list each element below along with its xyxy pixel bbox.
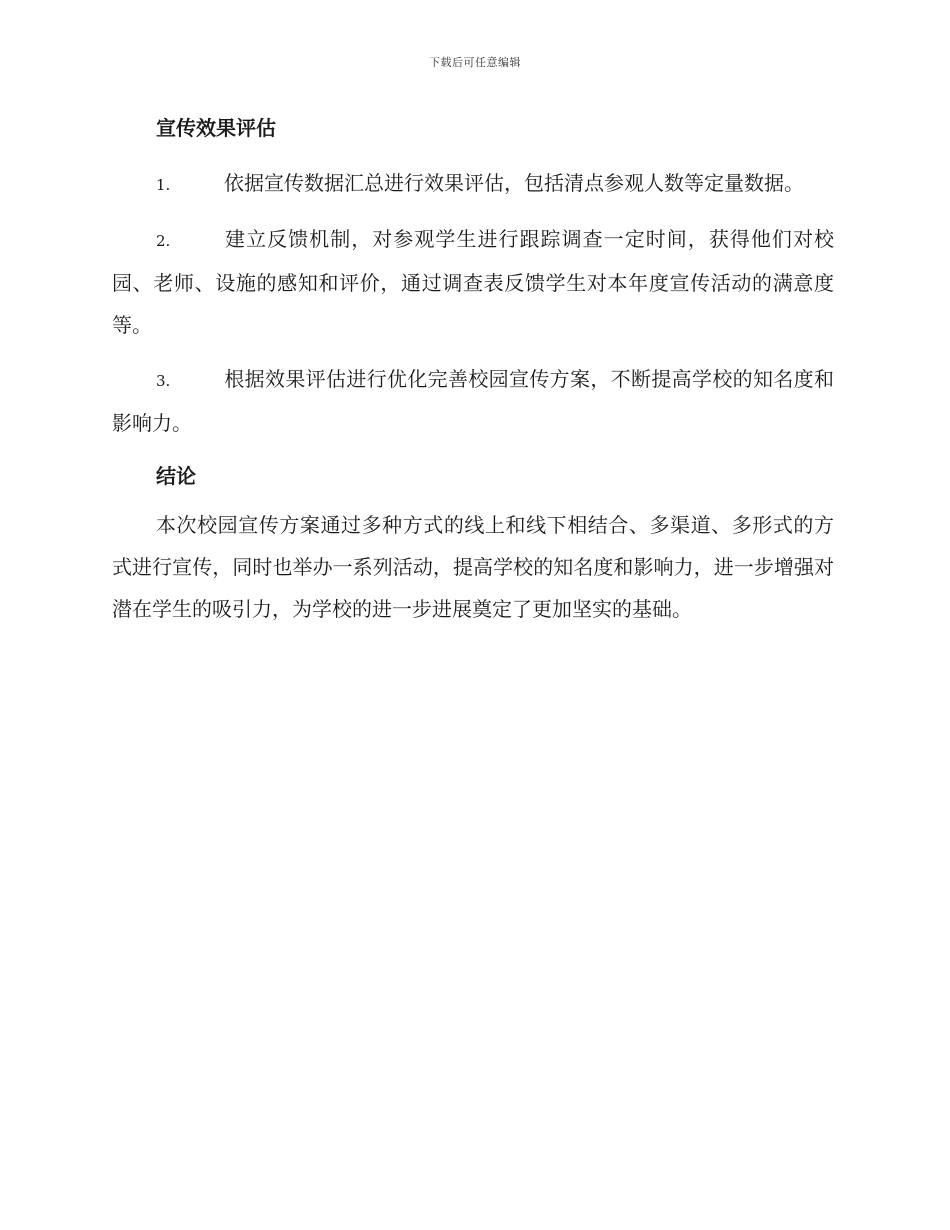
document-body <box>112 108 834 642</box>
list-item <box>112 358 834 444</box>
conclusion-paragraph: 本次校园宣传方案通过多种方式的线上和线下相结合、多渠道、多形式的方式进行宣传，同时也举办一系列活动，提高学校的知名度和影响力，进一步增强对潜在学生的吸引力，为学校的进一步进展奠定了更加坚实的基础。 <box>112 513 834 621</box>
list-item-number: 3. <box>156 372 171 390</box>
list-item-text: 依据宣传数据汇总进行效果评估，包括清点参观人数等定量数据。 <box>224 171 804 195</box>
list-item-text: 根据效果评估进行优化完善校园宣传方案，不断提高学校的知名度和影响力。 <box>112 367 834 435</box>
list-item-text: 建立反馈机制，对参观学生进行跟踪调查一定时间，获得他们对校园、老师、设施的感知和评价，通过调查表反馈学生对本年度宣传活动的满意度等。 <box>112 227 834 337</box>
list-item <box>112 162 834 206</box>
list-item <box>112 218 834 346</box>
section-title-conclusion: 结论 <box>156 464 196 488</box>
list-item-number: 2. <box>156 232 171 250</box>
list-item-number: 1. <box>156 176 171 194</box>
page-header: 下载后可任意编辑 <box>429 56 521 69</box>
section-title-evaluation: 宣传效果评估 <box>156 116 276 140</box>
